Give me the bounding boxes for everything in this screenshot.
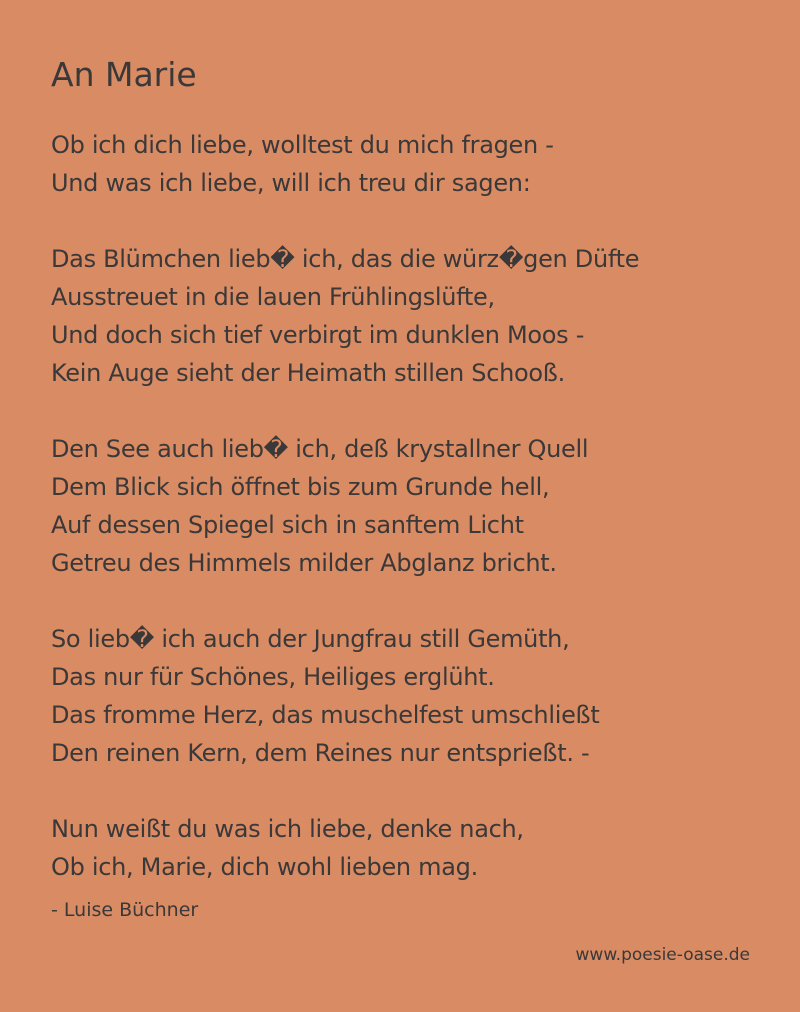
poem-body (51, 126, 771, 924)
stanza-1 (51, 126, 771, 202)
poem-line: Kein Auge sieht der Heimath stillen Schooß. (51, 359, 565, 387)
poem-line: Dem Blick sich öffnet bis zum Grunde hell, (51, 473, 550, 501)
poem-line: Ob ich, Marie, dich wohl lieben mag. (51, 853, 478, 881)
poem-line: Ausstreuet in die lauen Frühlingslüfte, (51, 283, 495, 311)
stanza-3 (51, 430, 771, 582)
poem-line: Das nur für Schönes, Heiliges erglüht. (51, 663, 495, 691)
poem-line: Und was ich liebe, will ich treu dir sagen: (51, 169, 531, 197)
poem-title: An Marie (51, 55, 197, 94)
stanza-2 (51, 240, 771, 392)
website-credit: www.poesie-oase.de (575, 945, 750, 965)
poem-line: Das Blümchen lieb� ich, das die würz�gen Düfte (51, 245, 640, 273)
poem-line: Den reinen Kern, dem Reines nur entsprießt. - (51, 739, 590, 767)
poem-line: Und doch sich tief verbirgt im dunklen Moos - (51, 321, 585, 349)
poem-line: Den See auch lieb� ich, deß krystallner Quell (51, 435, 589, 463)
stanza-5 (51, 810, 771, 886)
poem-line: Getreu des Himmels milder Abglanz bricht. (51, 549, 557, 577)
poem-line: So lieb� ich auch der Jungfrau still Gemüth, (51, 625, 570, 653)
poem-line: Auf dessen Spiegel sich in sanftem Licht (51, 511, 524, 539)
poem-line: Das fromme Herz, das muschelfest umschließt (51, 701, 600, 729)
poem-line: Nun weißt du was ich liebe, denke nach, (51, 815, 524, 843)
poem-line: Ob ich dich liebe, wolltest du mich fragen - (51, 131, 554, 159)
poem-author: - Luise Büchner (51, 899, 199, 921)
stanza-4 (51, 620, 771, 772)
